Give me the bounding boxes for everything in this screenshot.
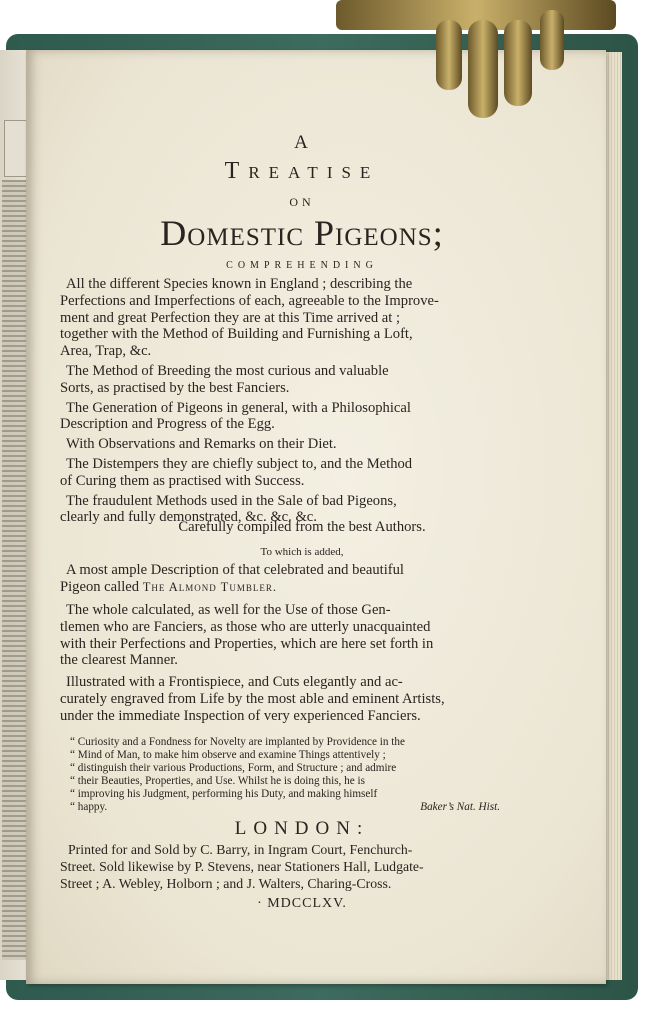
added-description: A most ample Description of that celebrated and beautiful Pigeon called The Almond Tumbler. (60, 562, 404, 595)
title-page (26, 50, 606, 984)
calculated-paragraph: The whole calculated, as well for the Use of those Gen- tlemen who are Fanciers, as those who are utterly unacquainted with their Perfections and Properties, which are here set forth in the clearest Manner. (60, 602, 434, 669)
title-on: on (289, 191, 315, 210)
contents-item: All the different Species known in England ; describing the Perfections and Imperfections of each, agreeable to the Improve- ment and great Perfection they are at this Time arrived at ; together with the Method of Building and Furnishing a Loft, Area, Trap, &c. (60, 276, 439, 360)
contents-item: The Method of Breeding the most curious and valuable Sorts, as practised by the best Fanciers. (60, 362, 389, 396)
brass-clasp-icon (336, 0, 616, 120)
title-main: Domestic Pigeons; (160, 213, 444, 253)
epigraph-quote: “ Curiosity and a Fondness for Novelty are implanted by Providence in the “ Mind of Man, to make him observe and examine Things attentively ; “ distinguish their various Productions, Form, and Structure ; and admire “ their Beauties, Properties, and Use. Whilst he is doing this, he is “ improving his Judgment, performing his Duty, and making himself “ happy. Baker’s Nat. Hist. (70, 736, 500, 813)
contents-item: The Generation of Pigeons in general, with a Philosophical Description and Progress of the Egg. (60, 399, 411, 433)
imprint-printer: Printed for and Sold by C. Barry, in Ingram Court, Fenchurch- Street. Sold likewise by P. Stevens, near Stationers Hall, Ludgate- Street ; A. Webley, Holborn ; and J. Walters, Charing-Cross. (60, 842, 424, 891)
title-comprehending: comprehending (226, 257, 378, 272)
imprint-city: LONDON: (234, 818, 370, 839)
epigraph-attribution: Baker’s Nat. Hist. (420, 801, 500, 813)
illustrated-paragraph: Illustrated with a Frontispiece, and Cuts elegantly and ac- curately engraved from Life by the most able and eminent Artists, under the immediate Inspection of very experienced Fanciers. (60, 674, 445, 724)
contents-list (60, 276, 548, 526)
imprint-year: · MDCCLXV. (257, 896, 347, 911)
title-article: A (294, 132, 310, 153)
added-intro: To which is added, (260, 546, 344, 558)
contents-item: With Observations and Remarks on their Diet. (66, 436, 337, 453)
title-treatise: Treatise (224, 158, 380, 184)
contents-item: The fraudulent Methods used in the Sale of bad Pigeons, clearly and fully demonstrated, &c. &c. &c. (60, 492, 397, 526)
contents-item: The Distempers they are chiefly subject to, and the Method of Curing them as practised with Success. (60, 455, 413, 489)
compiled-line: Carefully compiled from the best Authors. (178, 519, 426, 535)
